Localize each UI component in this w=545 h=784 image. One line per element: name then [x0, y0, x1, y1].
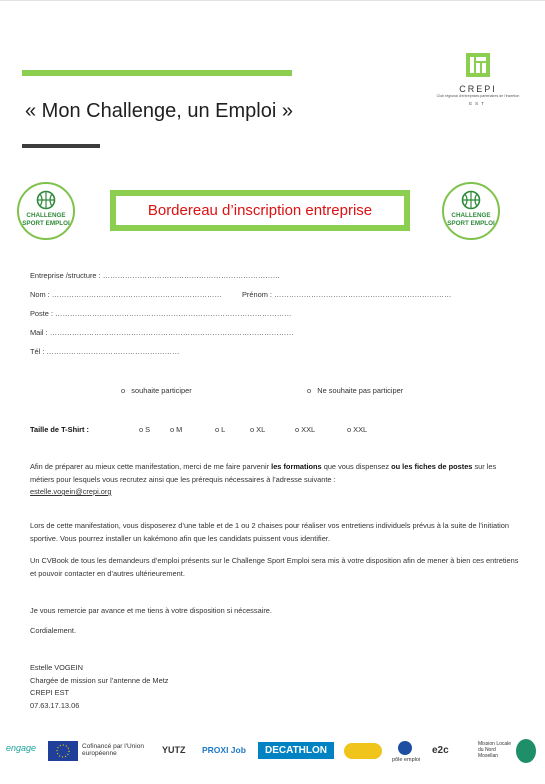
- field-entreprise[interactable]: Entreprise /structure : ………………………………………………………………: [30, 271, 281, 280]
- size-label: L: [221, 425, 226, 434]
- size-option-l[interactable]: o L: [215, 425, 226, 434]
- paragraph-instructions: [30, 461, 520, 499]
- signature-org: CREPI EST: [30, 688, 70, 697]
- option-not-participate[interactable]: [307, 386, 403, 395]
- logo-e2c: e2c: [432, 745, 449, 756]
- paragraph-table: Lors de cette manifestation, vous disposerez d’une table et de 1 ou 2 chaises pour réaliser vos entretiens individuels prévus à la suite de l’initiation sportive. Vous pourrez installer un kakémono afin que les candidats puissent vous identifier.: [30, 521, 510, 543]
- text: Afin de préparer au mieux cette manifestation, merci de me faire parvenir: [30, 462, 272, 471]
- challenge-badge-left: [17, 182, 75, 240]
- radio-icon[interactable]: o: [121, 386, 126, 395]
- paragraph-cvbook: Un CVBook de tous les demandeurs d’emploi présents sur le Challenge Sport Emploi sera mis à votre disposition afin de mener à bien ces entretiens et pouvoir contacter en d’autres ultérieurement.: [30, 556, 519, 578]
- signature-block: [30, 662, 520, 712]
- basketball-icon: [36, 190, 56, 210]
- partner-badge-yellow: [344, 743, 382, 759]
- field-tel[interactable]: Tél : ………………………………………………: [30, 347, 180, 356]
- logo-eu-text: Cofinancé par l'Union européenne: [82, 743, 144, 757]
- logo-engage: engage: [6, 743, 37, 753]
- signature-role: Chargée de mission sur l’antenne de Metz: [30, 675, 169, 685]
- bold-text: les formations: [271, 462, 322, 471]
- bold-text: ou les fiches de postes: [391, 462, 473, 471]
- field-mail[interactable]: Mail : ………………………………………………………………………………………: [30, 328, 294, 337]
- crepi-logo: [425, 52, 531, 106]
- badge-line2: SPORT EMPLOI: [447, 219, 495, 227]
- option-not-participate-label: Ne souhaite pas participer: [317, 386, 404, 395]
- title-underline-bar: [22, 144, 100, 148]
- crepi-subtitle: Club régional d'entreprises partenaires de l'insertion: [436, 94, 520, 98]
- size-label: S: [145, 425, 151, 434]
- logo-mission-locale: Mission Locale du Nord Mosellan: [478, 741, 512, 759]
- crepi-region: EST: [469, 101, 487, 106]
- text: que vous dispensez: [321, 462, 392, 471]
- partner-logo-green-icon: [516, 739, 536, 763]
- field-poste[interactable]: Poste : ……………………………………………………………………………………: [30, 309, 292, 318]
- size-option-xl[interactable]: o XL: [250, 425, 266, 434]
- form-title: Bordereau d’inscription entreprise: [147, 202, 373, 219]
- basketball-icon: [461, 190, 481, 210]
- size-option-s[interactable]: o S: [139, 425, 151, 434]
- logo-yutz: YUTZ: [162, 745, 186, 755]
- option-participate-label: souhaite participer: [131, 386, 192, 395]
- size-label: XL: [256, 425, 266, 434]
- logo-pole-emploi: pôle emploi: [392, 757, 421, 763]
- signature-phone: 07.63.17.13.06: [30, 700, 80, 710]
- eu-flag-icon: [48, 741, 78, 761]
- crepi-logo-icon: [465, 52, 491, 78]
- partner-logos: [0, 735, 545, 780]
- signature-name: Estelle VOGEIN: [30, 663, 83, 672]
- page-title: « Mon Challenge, un Emploi »: [25, 100, 293, 122]
- challenge-badge-right: [442, 182, 500, 240]
- top-border: [0, 0, 545, 1]
- badge-line1: CHALLENGE: [451, 212, 491, 219]
- size-label: XXL: [353, 425, 368, 434]
- field-prenom[interactable]: Prénom : ………………………………………………………………: [242, 290, 452, 299]
- paragraph-closing: Cordialement.: [30, 626, 77, 635]
- radio-icon[interactable]: o: [307, 386, 312, 395]
- logo-decathlon: DECATHLON: [258, 742, 334, 759]
- size-option-m[interactable]: o M: [170, 425, 183, 434]
- paragraph-thanks: Je vous remercie par avance et me tiens à votre disposition si nécessaire.: [30, 606, 272, 615]
- form-title-box: [110, 190, 410, 231]
- badge-line1: CHALLENGE: [26, 212, 66, 219]
- tshirt-label: Taille de T-Shirt :: [30, 425, 89, 434]
- option-participate[interactable]: [121, 386, 192, 395]
- logo-proxijob: PROXI Job: [202, 745, 246, 755]
- badge-line2: SPORT EMPLOI: [22, 219, 70, 227]
- size-option-xxl[interactable]: o XXL: [295, 425, 316, 434]
- email-link[interactable]: estelle.vogein@crepi.org: [30, 487, 112, 496]
- size-option-xxl-2[interactable]: o XXL: [347, 425, 368, 434]
- text: sur les métiers pour lesquels vous recrutez ainsi que les prérequis nécessaires à l’adresse suivante :: [30, 462, 497, 484]
- pole-emploi-icon: [398, 741, 412, 755]
- crepi-name: CREPI: [459, 84, 497, 94]
- header-accent-bar: [22, 70, 292, 76]
- size-label: M: [176, 425, 183, 434]
- size-label: XXL: [301, 425, 316, 434]
- field-nom[interactable]: Nom : ……………………………………………………………: [30, 290, 222, 299]
